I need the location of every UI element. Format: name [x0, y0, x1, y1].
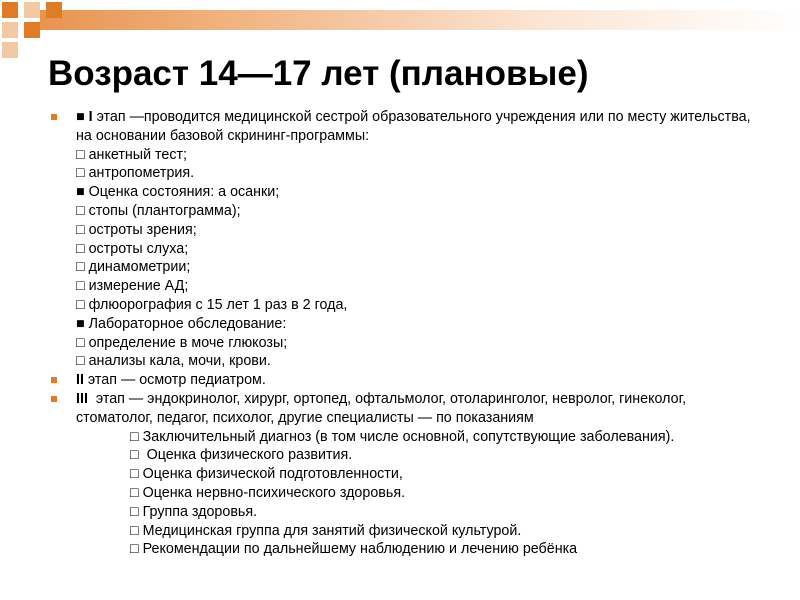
decor-square-icon: [24, 22, 40, 38]
slide-content: [48, 108, 760, 559]
decor-square-icon: [2, 2, 18, 18]
decor-square-icon: [2, 22, 18, 38]
stage-label: I: [88, 109, 93, 125]
result-item: □ Оценка физической подготовленности,: [130, 466, 403, 483]
decor-square-icon: [24, 2, 40, 18]
sub-item: □ измерение АД;: [76, 278, 189, 295]
sub-item: □ стопы (плантограмма);: [76, 202, 241, 219]
result-item: □ Медицинская группа для занятий физической культурой.: [130, 522, 522, 539]
stage-prefix: ■: [76, 109, 89, 125]
sub-item: □ остроты зрения;: [76, 221, 197, 238]
sub-item: ■ Оценка состояния: а осанки;: [76, 184, 280, 201]
sub-item: □ антропометрия.: [76, 165, 195, 182]
sub-item: □ флюорография с 15 лет 1 раз в 2 года,: [76, 296, 348, 313]
sub-item: ■ Лабораторное обследование:: [76, 315, 287, 332]
orange-square-bullet-icon: [51, 396, 57, 402]
result-item: □ Оценка физического развития.: [130, 447, 353, 464]
orange-square-bullet-icon: [51, 114, 57, 120]
decor-square-icon: [2, 42, 18, 58]
slide-title: Возраст 14—17 лет (плановые): [48, 54, 589, 93]
decor-square-icon: [46, 2, 62, 18]
result-item: □ Заключительный диагноз (в том числе основной, сопутствующие заболевания).: [130, 428, 675, 445]
stage-text: этап —проводится медицинской сестрой образовательного учреждения или по месту жительства, на основании базовой скрининг-программы:: [76, 109, 751, 144]
sub-item: □ динамометрии;: [76, 259, 191, 276]
sub-item: □ анализы кала, мочи, крови.: [76, 353, 271, 370]
orange-square-bullet-icon: [51, 377, 57, 383]
list-item-stage-3: [48, 390, 760, 428]
sub-item: □ анкетный тест;: [76, 146, 188, 163]
result-item: □ Оценка нервно-психического здоровья.: [130, 484, 406, 501]
stage-text: этап — эндокринолог, хирург, ортопед, офтальмолог, отоларинголог, невролог, гинеколог, стоматолог, педагог, психолог, другие специалисты — по показаниям: [76, 390, 691, 426]
sub-item: □ определение в моче глюкозы;: [76, 334, 288, 351]
result-item: □ Рекомендации по дальнейшему наблюдению и лечению ребёнка: [130, 541, 578, 558]
result-item: □ Группа здоровья.: [130, 503, 258, 520]
list-item-stage-2: [48, 371, 760, 390]
header-gradient-band: [40, 10, 800, 30]
sub-item: □ остроты слуха;: [76, 240, 189, 257]
stage-label: II: [76, 372, 84, 389]
list-item-stage-1: [48, 108, 760, 146]
stage-text: этап — осмотр педиатром.: [83, 372, 266, 389]
stage-label: III: [76, 390, 88, 407]
